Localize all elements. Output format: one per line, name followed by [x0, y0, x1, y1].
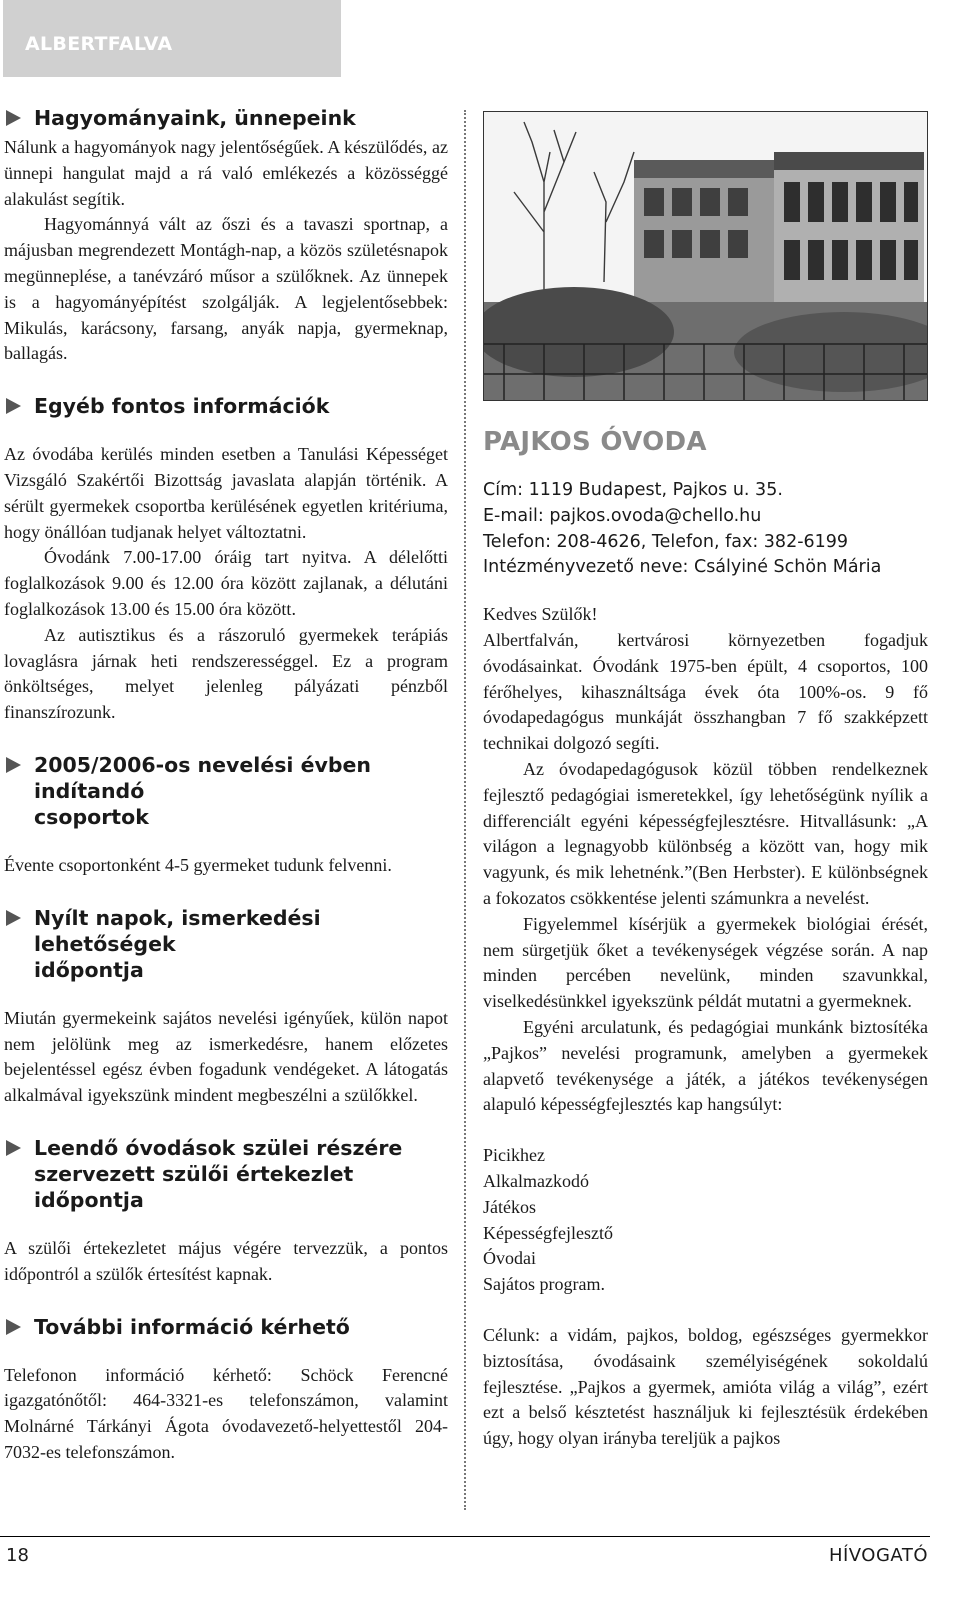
contact-block: [483, 478, 928, 581]
heading-other-info: Egyéb fontos információk: [4, 393, 448, 419]
more-info-paragraph: Telefonon információ kérhető: Schöck Ferencné igazgatónőtől: 464-3321-es telefonszámon, valamint Molnárné Tárkányi Ágota óvodavezető-helyettestől 204-7032-es telefonszámon.: [4, 1364, 448, 1462]
list-item: Képességfejlesztő: [483, 1222, 613, 1243]
kindergarten-building-photo: [483, 111, 928, 401]
section-tab: [3, 0, 341, 77]
intro-paragraph-4: Egyéni arculatunk, és pedagógiai munkánk biztosítéka „Pajkos” nevelési programunk, amelyben a gyermekek alapvető tevékenysége a játék, a játékos tevékenységen alapuló képességfejlesztés kap hangsúlyt:: [483, 1016, 928, 1115]
traditions-paragraph-2: Hagyománnyá vált az őszi és a tavaszi sportnap, a májusban megrendezett Montágh-nap, a közös születésnapok megünneplése, a tanévzáró műsor a szülőknek. Az ünnepek is a hagyományépítést szolgálják. A legjelentősebbek: Mikulás, karácsony, farsang, anyák napja, gyermeknap, ballagás.: [4, 214, 448, 364]
heading-groups: 2005/2006-os nevelési évben indítandó csoportok: [4, 752, 448, 830]
list-item: Sajátos program.: [483, 1274, 605, 1295]
groups-paragraph: Évente csoportonként 4-5 gyermeket tudunk felvenni.: [4, 854, 392, 875]
triangle-bullet-icon: [6, 1319, 21, 1335]
triangle-bullet-icon: [6, 110, 21, 126]
greeting: Kedves Szülők!: [483, 604, 598, 625]
contact-email: E-mail: pajkos.ovoda@chello.hu: [483, 505, 762, 526]
other-info-paragraph-3: Az autisztikus és a rászoruló gyermekek terápiás lovaglásra járnak heti rendszerességgel. Ez a program önköltséges, melyet jelenleg pályázati pénzből finanszírozunk.: [4, 624, 448, 723]
publication-name: HÍVOGATÓ: [828, 1545, 928, 1566]
other-info-paragraph-2: Óvodánk 7.00-17.00 óráig tart nyitva. A délelőtti foglalkozások 9.00 és 12.00 óra között zajlanak, a délutáni foglalkozások 13.00 és 15.00 óra között.: [4, 547, 448, 619]
list-item: Óvodai: [483, 1248, 536, 1269]
triangle-bullet-icon: [6, 910, 21, 926]
list-item: Játékos: [483, 1196, 536, 1217]
goal-paragraph: Célunk: a vidám, pajkos, boldog, egészséges gyermekkor biztosítása, óvodásaink személyiségének sokoldalú fejlesztése. „Pajkos a gyermek, amióta világ a világ”, ezért ezt a belső késztetést használjuk ki fejlesztésük érdekében úgy, hogy olyan irányba tereljük a pajkos: [483, 1324, 928, 1449]
section-label: ALBERTFALVA: [25, 33, 173, 55]
list-item: Alkalmazkodó: [483, 1170, 589, 1191]
intro-paragraph-3: Figyelemmel kísérjük a gyermekek biológiai érését, nem sürgetjük őket a tevékenységek végzése során. A nap minden percében nevelünk, minden szavunkkal, viselkedésünkkel igyekszünk példát mutatni a gyermeknek.: [483, 913, 928, 1012]
kindergarten-title: PAJKOS ÓVODA: [483, 427, 707, 457]
heading-open-days: Nyílt napok, ismerkedési lehetőségek időpontja: [4, 905, 448, 983]
heading-traditions: Hagyományaink, ünnepeink: [4, 105, 448, 131]
contact-phone: Telefon: 208-4626, Telefon, fax: 382-6199: [483, 531, 849, 552]
heading-parent-meeting: Leendő óvodások szülei részére szervezett szülői értekezlet időpontja: [4, 1135, 448, 1213]
traditions-paragraph-1: Nálunk a hagyományok nagy jelentőségűek. A készülődés, az ünnepi hangulat majd a rá való emlékezés a közösséggé alakulást segítik.: [4, 137, 448, 209]
page-number: 18: [6, 1545, 29, 1566]
right-column: [483, 111, 928, 1452]
list-item: Picikhez: [483, 1145, 545, 1166]
intro-paragraph-1: Albertfalván, kertvárosi környezetben fogadjuk óvodásainkat. Óvodánk 1975-ben épült, 4 csoportos, 100 férőhelyes, kihasználtsága évek óta 100%-os. 9 fő óvodapedagógus munkáját összhangban 7 fő szakképzett technikai dolgozó segíti.: [483, 629, 928, 754]
program-list: [483, 1143, 928, 1298]
column-divider: [464, 110, 466, 1510]
left-column: [4, 105, 448, 1466]
intro-paragraph-2: Az óvodapedagógusok közül többen rendelkeznek fejlesztő pedagógiai ismeretekkel, így lehetőségünk nyílik a differenciált egyéni képességfejlesztésre. Hitvallásunk: „A világon a legnagyobb különbség a között van, hogy mik vagyunk, és mik lehetnénk.”(Ben Herbster). E különbségnek a fokozatos csökkentése jelenti számunkra a nevelést.: [483, 758, 928, 908]
triangle-bullet-icon: [6, 1140, 21, 1156]
triangle-bullet-icon: [6, 398, 21, 414]
contact-address: Cím: 1119 Budapest, Pajkos u. 35.: [483, 480, 783, 500]
triangle-bullet-icon: [6, 757, 21, 773]
parent-meeting-paragraph: A szülői értekezletet május végére tervezzük, a pontos időpontról a szülők értesítést kapnak.: [4, 1237, 448, 1284]
other-info-paragraph-1: Az óvodába kerülés minden esetben a Tanulási Képességet Vizsgáló Szakértői Bizottság javaslata alapján történik. A sérült gyermekek csoportba kerülésének egyetlen kritériuma, hogy önállóan tudjanak helyet változtatni.: [4, 444, 448, 542]
contact-head: Intézményvezető neve: Csályiné Schön Mária: [483, 557, 882, 578]
open-days-paragraph: Miután gyermekeink sajátos nevelési igényűek, külön napot nem jelölünk meg az ismerkedésre, hanem előzetes bejelentéssel egész évben fogadunk vendégeket. A látogatás alkalmával igyekszünk mindent megbeszélni a szülőkkel.: [4, 1007, 448, 1106]
heading-more-info: További információ kérhető: [4, 1314, 448, 1340]
footer-rule: [0, 1536, 930, 1537]
